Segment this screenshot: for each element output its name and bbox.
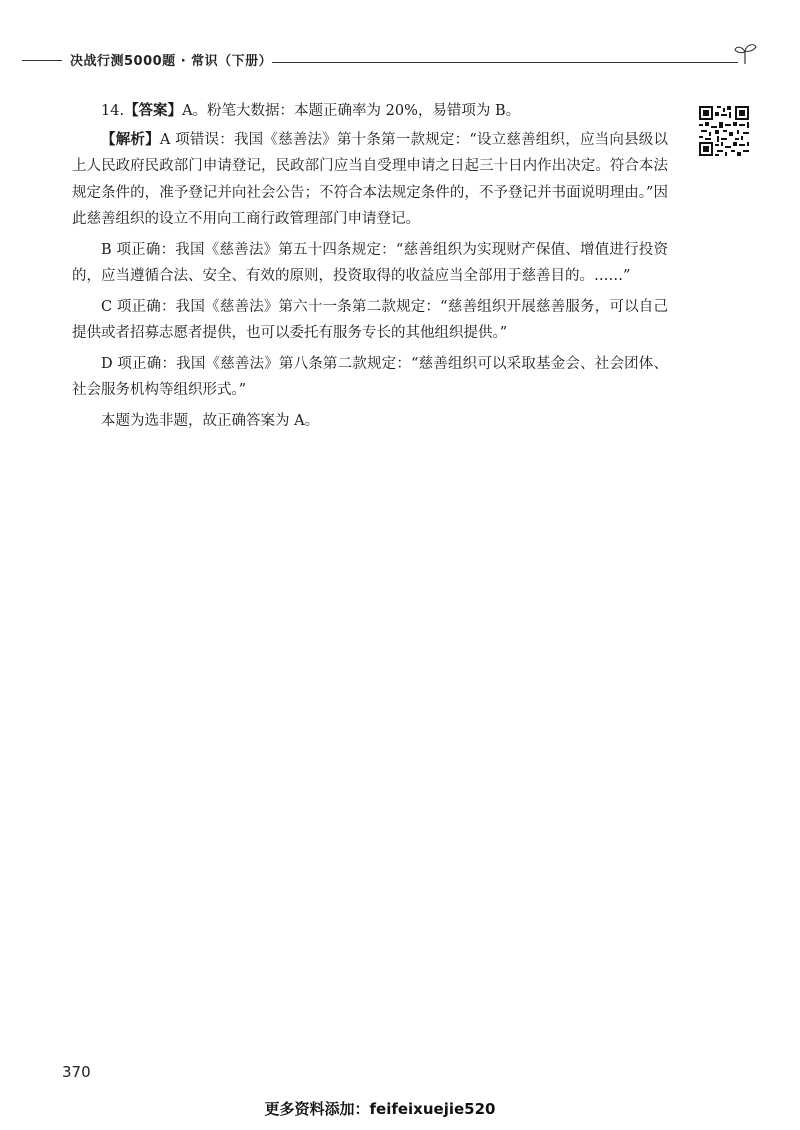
- running-header: [0, 48, 800, 72]
- answer-line: [72, 98, 668, 125]
- analysis-paragraph-c: C 项正确：我国《慈善法》第六十一条第二款规定：“慈善组织开展慈善服务，可以自己提供或者招募志愿者提供，也可以委托有服务专长的其他组织提供。”: [72, 298, 668, 341]
- sprout-icon: [732, 40, 758, 66]
- header-title: 决战行测5000题 · 常识（下册）: [70, 54, 273, 69]
- analysis-label: 【解析】: [101, 130, 160, 148]
- analysis-paragraph-b: B 项正确：我国《慈善法》第五十四条规定：“慈善组织为实现财产保值、增值进行投资的，应当遵循合法、安全、有效的原则，投资取得的收益应当全部用于慈善目的。……”: [72, 241, 668, 284]
- analysis-paragraph-a: [72, 127, 668, 233]
- analysis-text-a: A 项错误：我国《慈善法》第十条第一款规定：“设立慈善组织，应当向县级以上人民政府民政部门申请登记，民政部门应当自受理申请之日起三十日内作出决定。符合本法规定条件的，准予登记并向社会公告；不符合本法规定条件的，不予登记并书面说明理由。”因此慈善组织的设立不用向工商行政管理部门申请登记。: [72, 131, 668, 227]
- page-content: [72, 98, 668, 438]
- answer-label: 【答案】: [124, 102, 183, 119]
- header-rule-left: [22, 60, 62, 61]
- answer-text: A。粉笔大数据：本题正确率为 20%，易错项为 B。: [182, 103, 521, 119]
- conclusion-paragraph: 本题为选非题，故正确答案为 A。: [101, 412, 320, 429]
- question-number: 14.: [101, 103, 125, 119]
- header-rule-right: [272, 62, 738, 63]
- page-number: 370: [62, 1063, 91, 1081]
- footer-watermark: [0, 1098, 800, 1119]
- qr-code-icon: [697, 104, 751, 158]
- footer-text: 更多资料添加：feifeixuejie520: [264, 1100, 496, 1118]
- analysis-paragraph-d: D 项正确：我国《慈善法》第八条第二款规定：“慈善组织可以采取基金会、社会团体、社会服务机构等组织形式。”: [72, 355, 668, 398]
